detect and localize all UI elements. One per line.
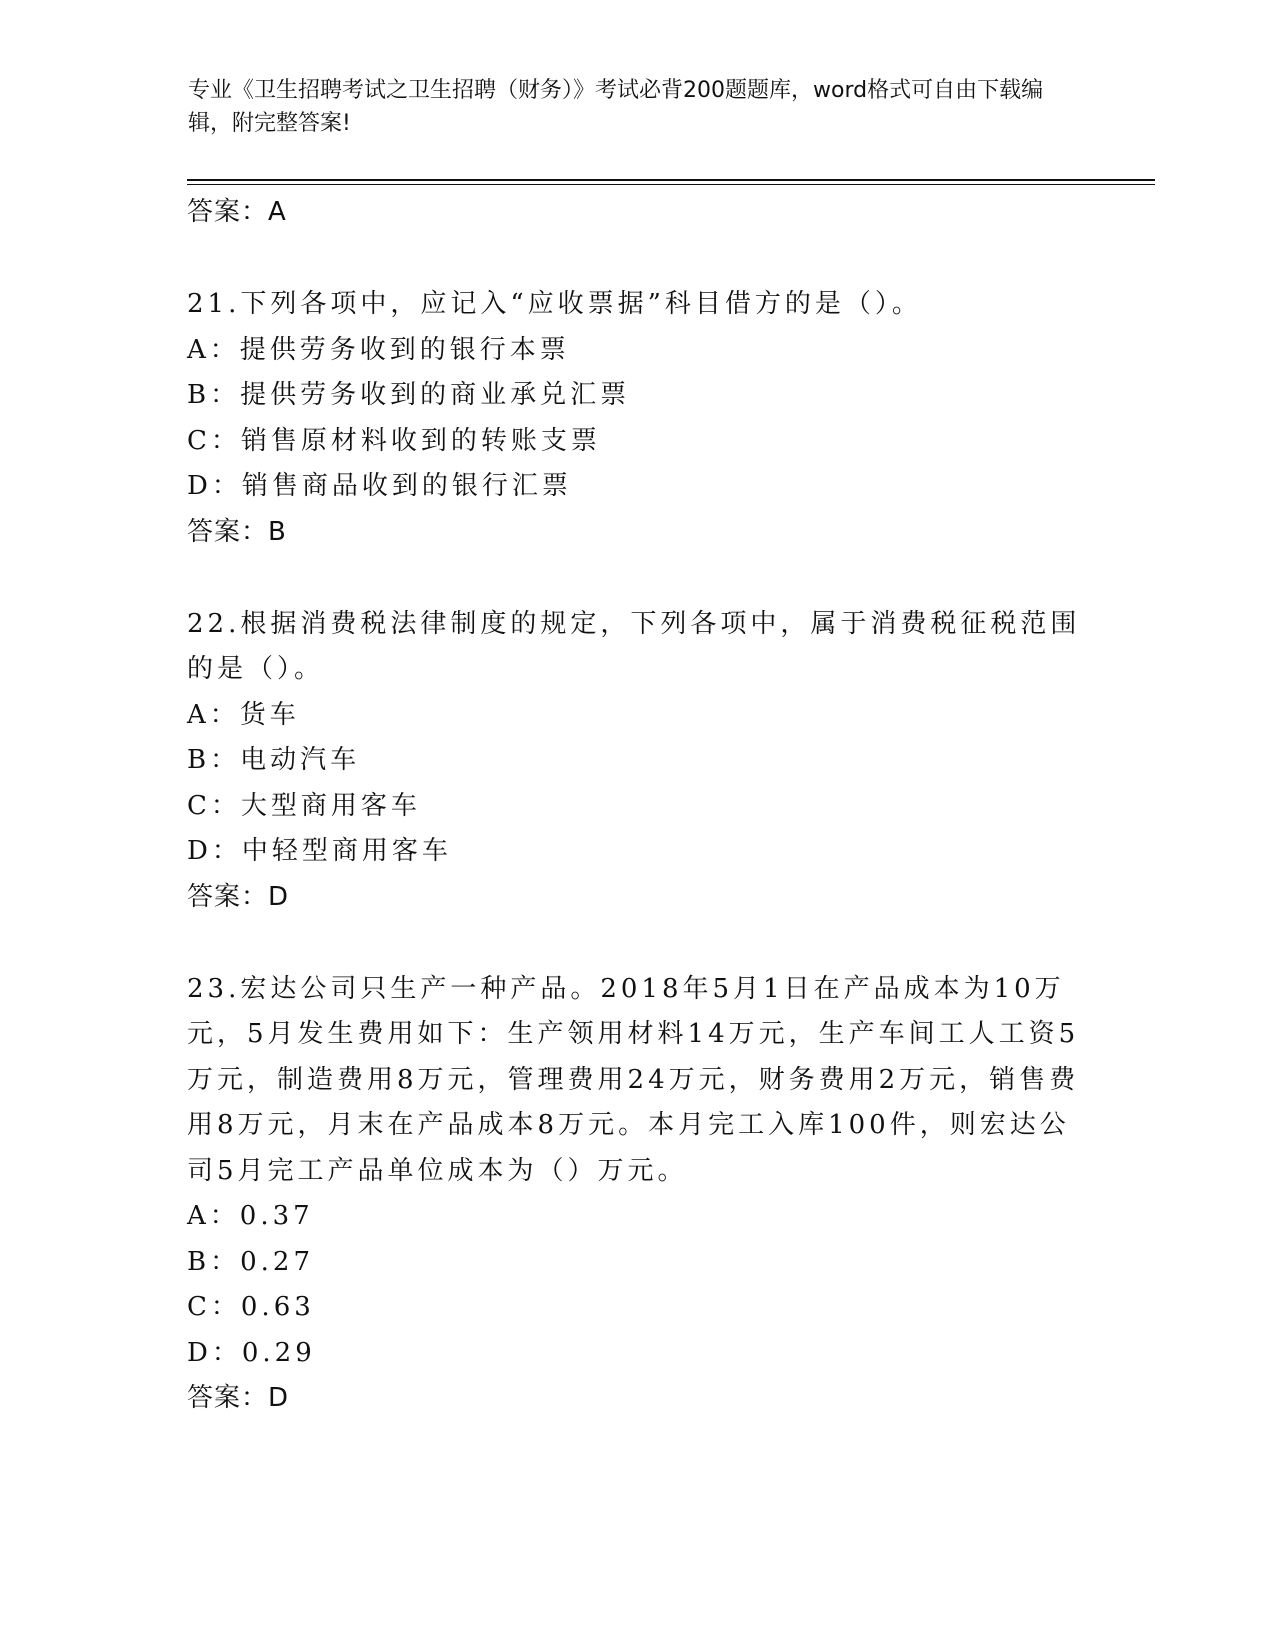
header-divider [187, 179, 1155, 185]
question-stem: 21.下列各项中，应记入“应收票据”科目借方的是（）。 [187, 289, 922, 319]
option-b: B：提供劳务收到的商业承兑汇票 [187, 380, 631, 410]
option-b: B：电动汽车 [187, 745, 361, 775]
option-a: A：货车 [187, 699, 300, 730]
option-d: D：0.29 [187, 1337, 316, 1368]
option-d: D：中轻型商用客车 [187, 836, 452, 866]
answer-line: 答案：B [187, 516, 287, 547]
option-b: B：0.27 [187, 1246, 314, 1277]
option-d: D：销售商品收到的银行汇票 [187, 471, 572, 501]
answer-line: 答案：D [187, 881, 290, 912]
question-23 [187, 967, 1087, 1422]
document-header: 专业《卫生招聘考试之卫生招聘（财务）》考试必背200题题库，word格式可自由下载编辑，附完整答案! [188, 78, 1044, 136]
question-stem: 22.根据消费税法律制度的规定，下列各项中，属于消费税征税范围的是（）。 [187, 608, 1081, 684]
answer-line: 答案：D [187, 1383, 290, 1413]
question-stem: 23.宏达公司只生产一种产品。2018年5月1日在产品成本为10万元，5月发生费用如下：生产领用材料14万元，生产车间工人工资5万元，制造费用8万元，管理费用24万元，财务费用2万元，销售费用8万元，月末在产品成本8万元。本月完工入库100件，则宏达公司5月完工产品单位成本为（）万元。 [187, 973, 1080, 1186]
question-22 [187, 602, 1087, 920]
document-content [187, 190, 1087, 1421]
answer-line: 答案：A [187, 197, 287, 227]
question-21 [187, 282, 1087, 555]
option-c: C：0.63 [187, 1292, 315, 1322]
option-a: A：0.37 [187, 1201, 314, 1231]
option-a: A：提供劳务收到的银行本票 [187, 334, 570, 365]
option-c: C：销售原材料收到的转账支票 [187, 425, 601, 456]
option-c: C：大型商用客车 [187, 790, 421, 821]
